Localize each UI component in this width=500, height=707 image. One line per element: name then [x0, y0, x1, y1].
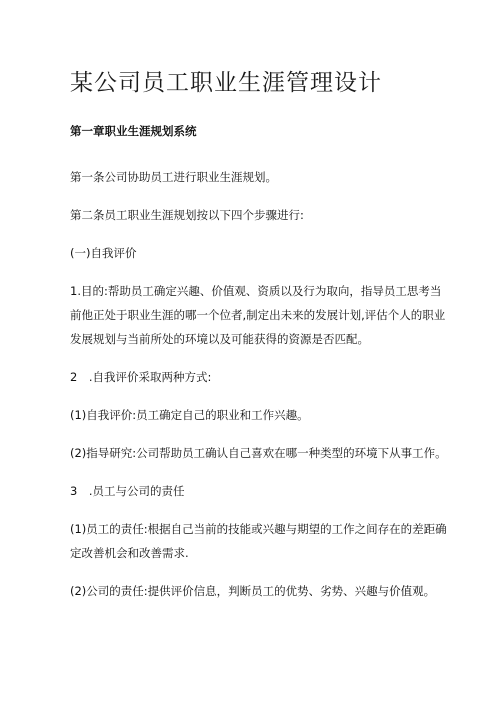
paragraph: 第一条公司协助员工进行职业生涯规划。	[70, 170, 277, 184]
paragraph: 2 .自我评价采取两种方式:	[70, 370, 212, 384]
paragraph: (1)员工的责任:根据自己当前的技能或兴趣与期望的工作之间存在的差距确定改善机会和改善需求.	[70, 522, 447, 560]
document-title: 某公司员工职业生涯管理设计	[70, 70, 382, 96]
paragraph: (一)自我评价	[70, 246, 137, 260]
paragraph: (1)自我评价:员工确定自己的职业和工作兴趣。	[70, 408, 309, 422]
paragraph: (2)公司的责任:提供评价信息，判断员工的优势、劣势、兴趣与价值观。	[70, 584, 436, 598]
paragraph: (2)指导研究:公司帮助员工确认自己喜欢在哪一种类型的环境下从事工作。	[70, 446, 447, 460]
chapter-heading: 第一章职业生涯规划系统	[70, 124, 197, 138]
paragraph: 3 .员工与公司的责任	[70, 484, 185, 498]
paragraph: 第二条员工职业生涯规划按以下四个步骤进行:	[70, 208, 304, 222]
paragraph: 1.目的:帮助员工确定兴趣、价值观、资质以及行为取向，指导员工思考当前他正处于职业生涯的哪一个位者,制定出未来的发展计划,评估个人的职业发展规划与当前所处的环境以及可能获得的资源是否匹配。	[70, 284, 446, 346]
